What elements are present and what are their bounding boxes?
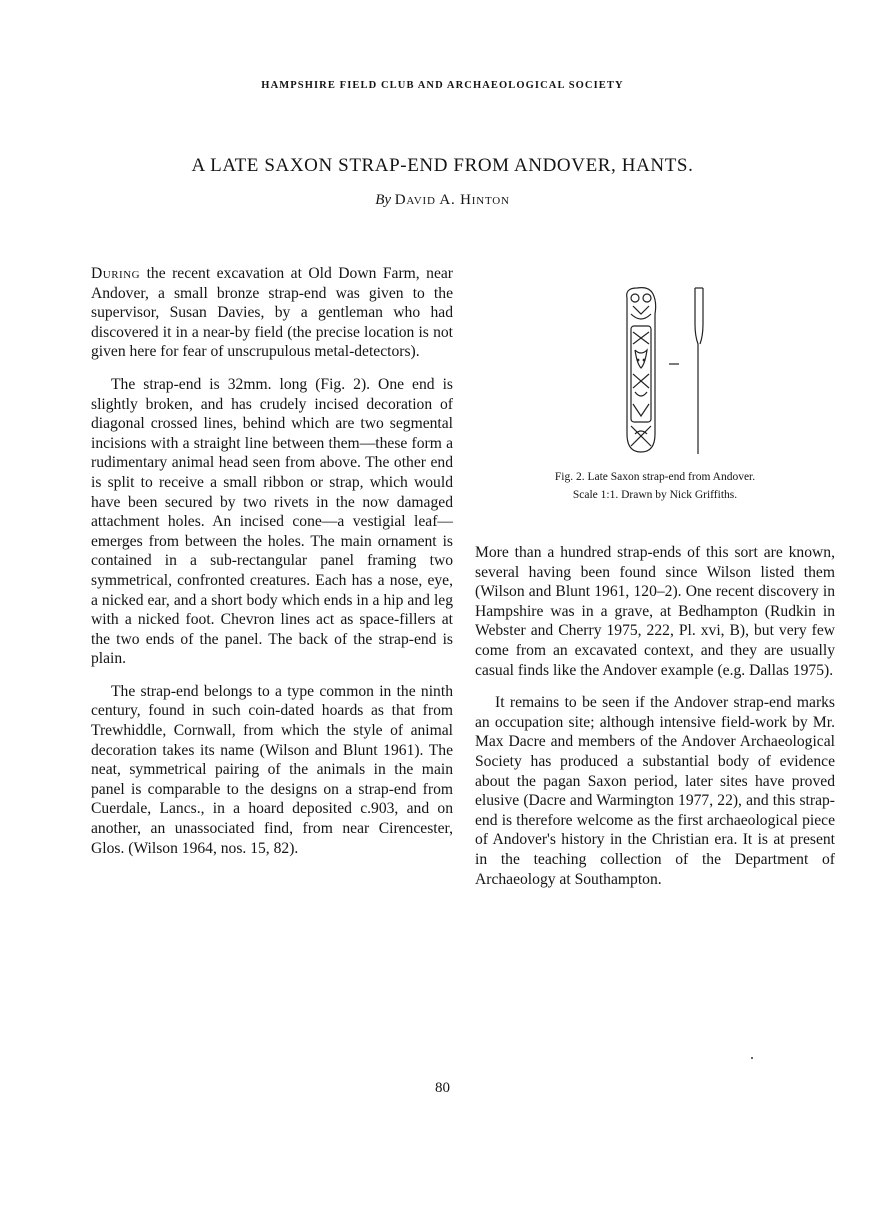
paragraph-2: The strap-end is 32mm. long (Fig. 2). One end is slightly broken, and has crudely incised decoration of diagonal crossed lines, behind which are two segmental incisions with a straight line between them—these form a rudimentary animal head seen from above. The other end is split to receive a small ribbon or strap, which would have been secured by two rivets in the now damaged attachment holes. An incised cone—a vestigial leaf—emerges from between the holes. The main ornament is contained in a sub-rectangular panel framing two symmetrical, confronted creatures. Each has a nose, eye, a nicked ear, and a short body which ends in a hip and leg with a nicked foot. Chevron lines act as space-fillers at the two ends of the panel. The back of the strap-end is plain. [91,375,453,668]
paragraph-1-text: the recent excavation at Old Down Farm, near Andover, a small bronze strap-end was given to the supervisor, Susan Davies, by a gentleman who had discovered it in a near-by field (the precise location is not given here for fear of unscrupulous metal-detectors). [91,265,453,361]
rivet-hole-left [631,294,639,302]
page-number: 80 [435,1080,450,1096]
running-head: HAMPSHIRE FIELD CLUB AND ARCHAEOLOGICAL SOCIETY [261,80,624,91]
article-title: A LATE SAXON STRAP-END FROM ANDOVER, HANTS. [191,155,694,176]
paragraph-1 [91,264,453,362]
ornament-panel [631,326,651,422]
byline-prefix: By [375,192,392,208]
author-name: David A. Hinton [394,192,510,208]
left-column [91,264,453,871]
paragraph-lead-word: During [91,265,141,282]
paragraph-3: The strap-end belongs to a type common in the ninth century, found in such coin-dated hoards as that from Trewhiddle, Cornwall, from which the style of animal decoration takes its name (Wilson and Blunt 1961). The neat, symmetrical pairing of the animals in the main panel is comparable to the designs on a strap-end from Cuerdale, Lancs., in a hoard deposited c.903, and on another, an unassociated find, from near Cirencester, Glos. (Wilson 1964, nos. 15, 82). [91,682,453,857]
rivet-hole-right [643,294,651,302]
figure-caption [475,468,835,504]
caption-line-2: Scale 1:1. Drawn by Nick Griffiths. [572,489,738,501]
byline [0,192,885,209]
side-profile [695,288,703,454]
paragraph-5: It remains to be seen if the Andover strap-end marks an occupation site; although intensive field-work by Mr. Max Dacre and members of the Andover Archaeological Society has produced a substantial body of evidence about the pagan Saxon period, later sites have proved elusive (Dacre and Warmington 1977, 22), and this strap-end is therefore welcome as the first archaeological piece of Andover's history in the Christian era. It is at present in the teaching collection of the Department of Archaeology at Southampton. [475,694,835,888]
strap-end-drawing [605,284,715,456]
print-speck [751,1057,753,1059]
paragraph-4: More than a hundred strap-ends of this sort are known, several having been found since Wilson listed them (Wilson and Blunt 1961, 120–2). One recent discovery in Hampshire was in a grave, at Bedhampton (Rudkin in Webster and Cherry 1975, 222, Pl. xvi, B), but very few come from an excavated context, and they are usually casual finds like the Andover example (e.g. Dallas 1975). [475,544,835,679]
right-column [475,543,835,902]
caption-line-1: Fig. 2. Late Saxon strap-end from Andover. [554,471,756,483]
